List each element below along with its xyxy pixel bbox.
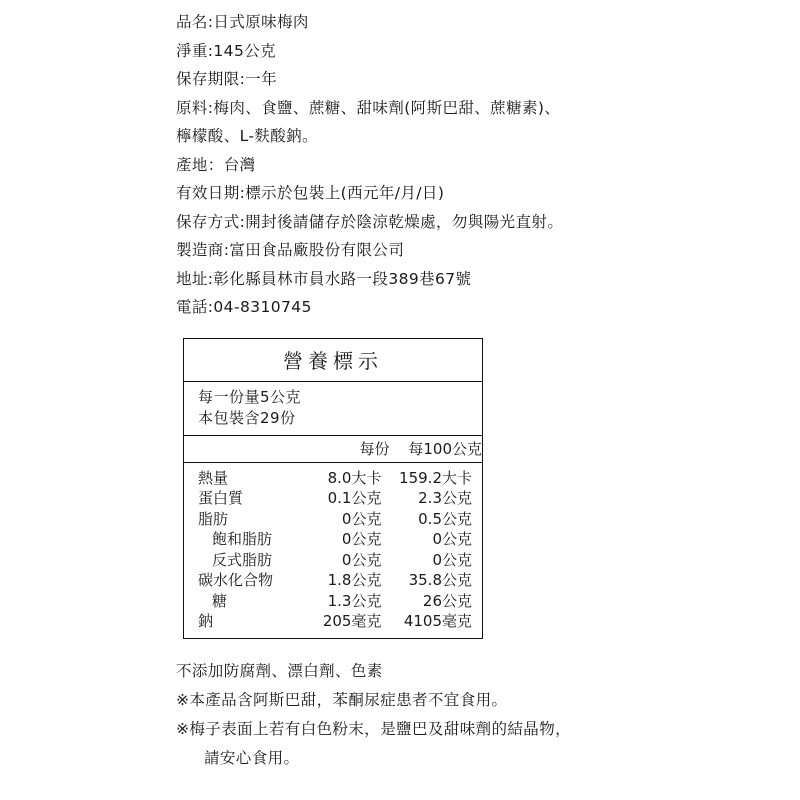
nutrient-per-100g: 2.3公克 [418,489,472,507]
info-line-ingredients: 原料:梅肉、食鹽、蔗糖、甜味劑(阿斯巴甜、蔗糖素)、 [176,98,561,117]
table-row [184,529,483,550]
nutrient-name: 碳水化合物 [198,571,274,589]
nutrient-per-serving: 0公克 [341,509,382,528]
table-row [184,462,483,488]
table-row [184,611,483,638]
nutrient-per-serving: 1.3公克 [327,591,382,610]
table-row [184,550,483,571]
info-line-net-weight: 淨重:145公克 [176,41,277,60]
note-no-additives: 不添加防腐劑、漂白劑、色素 [176,661,383,680]
nutrition-title: 營養標示 [184,338,483,381]
info-line-address: 地址:彰化縣員林市員水路一段389巷67號 [176,269,472,288]
table-row [184,591,483,612]
nutrient-per-100g: 35.8公克 [408,571,472,589]
serving-size-text: 每一份量5公克 [198,387,302,406]
nutrient-per-100g: 159.2大卡 [399,468,472,487]
nutrition-header-per-100g: 每100公克 [389,435,482,462]
table-row [184,570,483,591]
info-line-manufacturer: 製造商:富田食品廠股份有限公司 [176,241,405,259]
note-aspartame-warning: ※本產品含阿斯巴甜，苯酮尿症患者不宜食用。 [176,690,508,709]
nutrient-name: 飽和脂肪 [212,530,273,548]
nutrient-per-100g: 26公克 [422,591,472,610]
nutrient-per-serving: 205毫克 [322,612,382,630]
nutrient-per-serving: 8.0大卡 [327,468,382,487]
nutrient-name: 熱量 [198,468,229,487]
table-row [184,488,483,509]
nutrient-per-serving: 0公克 [341,550,382,569]
notes-block [176,657,716,773]
nutrient-name: 反式脂肪 [212,550,273,569]
nutrition-header-blank [184,435,303,462]
nutrition-facts-panel [183,338,483,639]
product-info-block [176,8,696,322]
info-line-storage: 保存方式:開封後請儲存於陰涼乾燥處，勿與陽光直射。 [176,212,564,231]
info-line-ingredients-continued: 檸檬酸、L-麩酸鈉。 [176,127,318,145]
nutrient-per-serving: 0公克 [341,530,382,548]
nutrient-per-100g: 0.5公克 [418,509,472,528]
info-line-product-name: 品名:日式原味梅肉 [176,13,309,31]
nutrient-name: 鈉 [198,612,214,630]
nutrition-header-row [184,435,483,462]
nutrient-per-100g: 0公克 [432,530,472,548]
nutrient-per-100g: 4105毫克 [403,612,472,630]
info-line-origin: 產地：台灣 [176,155,256,174]
nutrient-name: 蛋白質 [198,489,244,507]
nutrient-per-serving: 0.1公克 [327,489,382,507]
nutrient-name: 脂肪 [198,509,229,528]
nutrition-serving-info [184,381,483,435]
nutrient-per-100g: 0公克 [432,550,472,569]
note-white-powder: ※梅子表面上若有白色粉末，是鹽巴及甜味劑的結晶物， [176,719,571,738]
servings-per-container-text: 本包裝含29份 [198,408,296,427]
nutrition-header-per-serving: 每份 [302,435,389,462]
nutrition-table [183,338,483,639]
info-line-expiry-date: 有效日期:標示於包裝上(西元年/月/日) [176,184,445,202]
note-white-powder-continued: 請安心食用。 [204,748,300,767]
info-line-phone: 電話:04-8310745 [176,298,312,316]
table-row [184,509,483,530]
info-line-shelf-life: 保存期限:一年 [176,70,278,88]
nutrient-per-serving: 1.8公克 [327,571,382,589]
nutrient-name: 糖 [212,591,228,610]
